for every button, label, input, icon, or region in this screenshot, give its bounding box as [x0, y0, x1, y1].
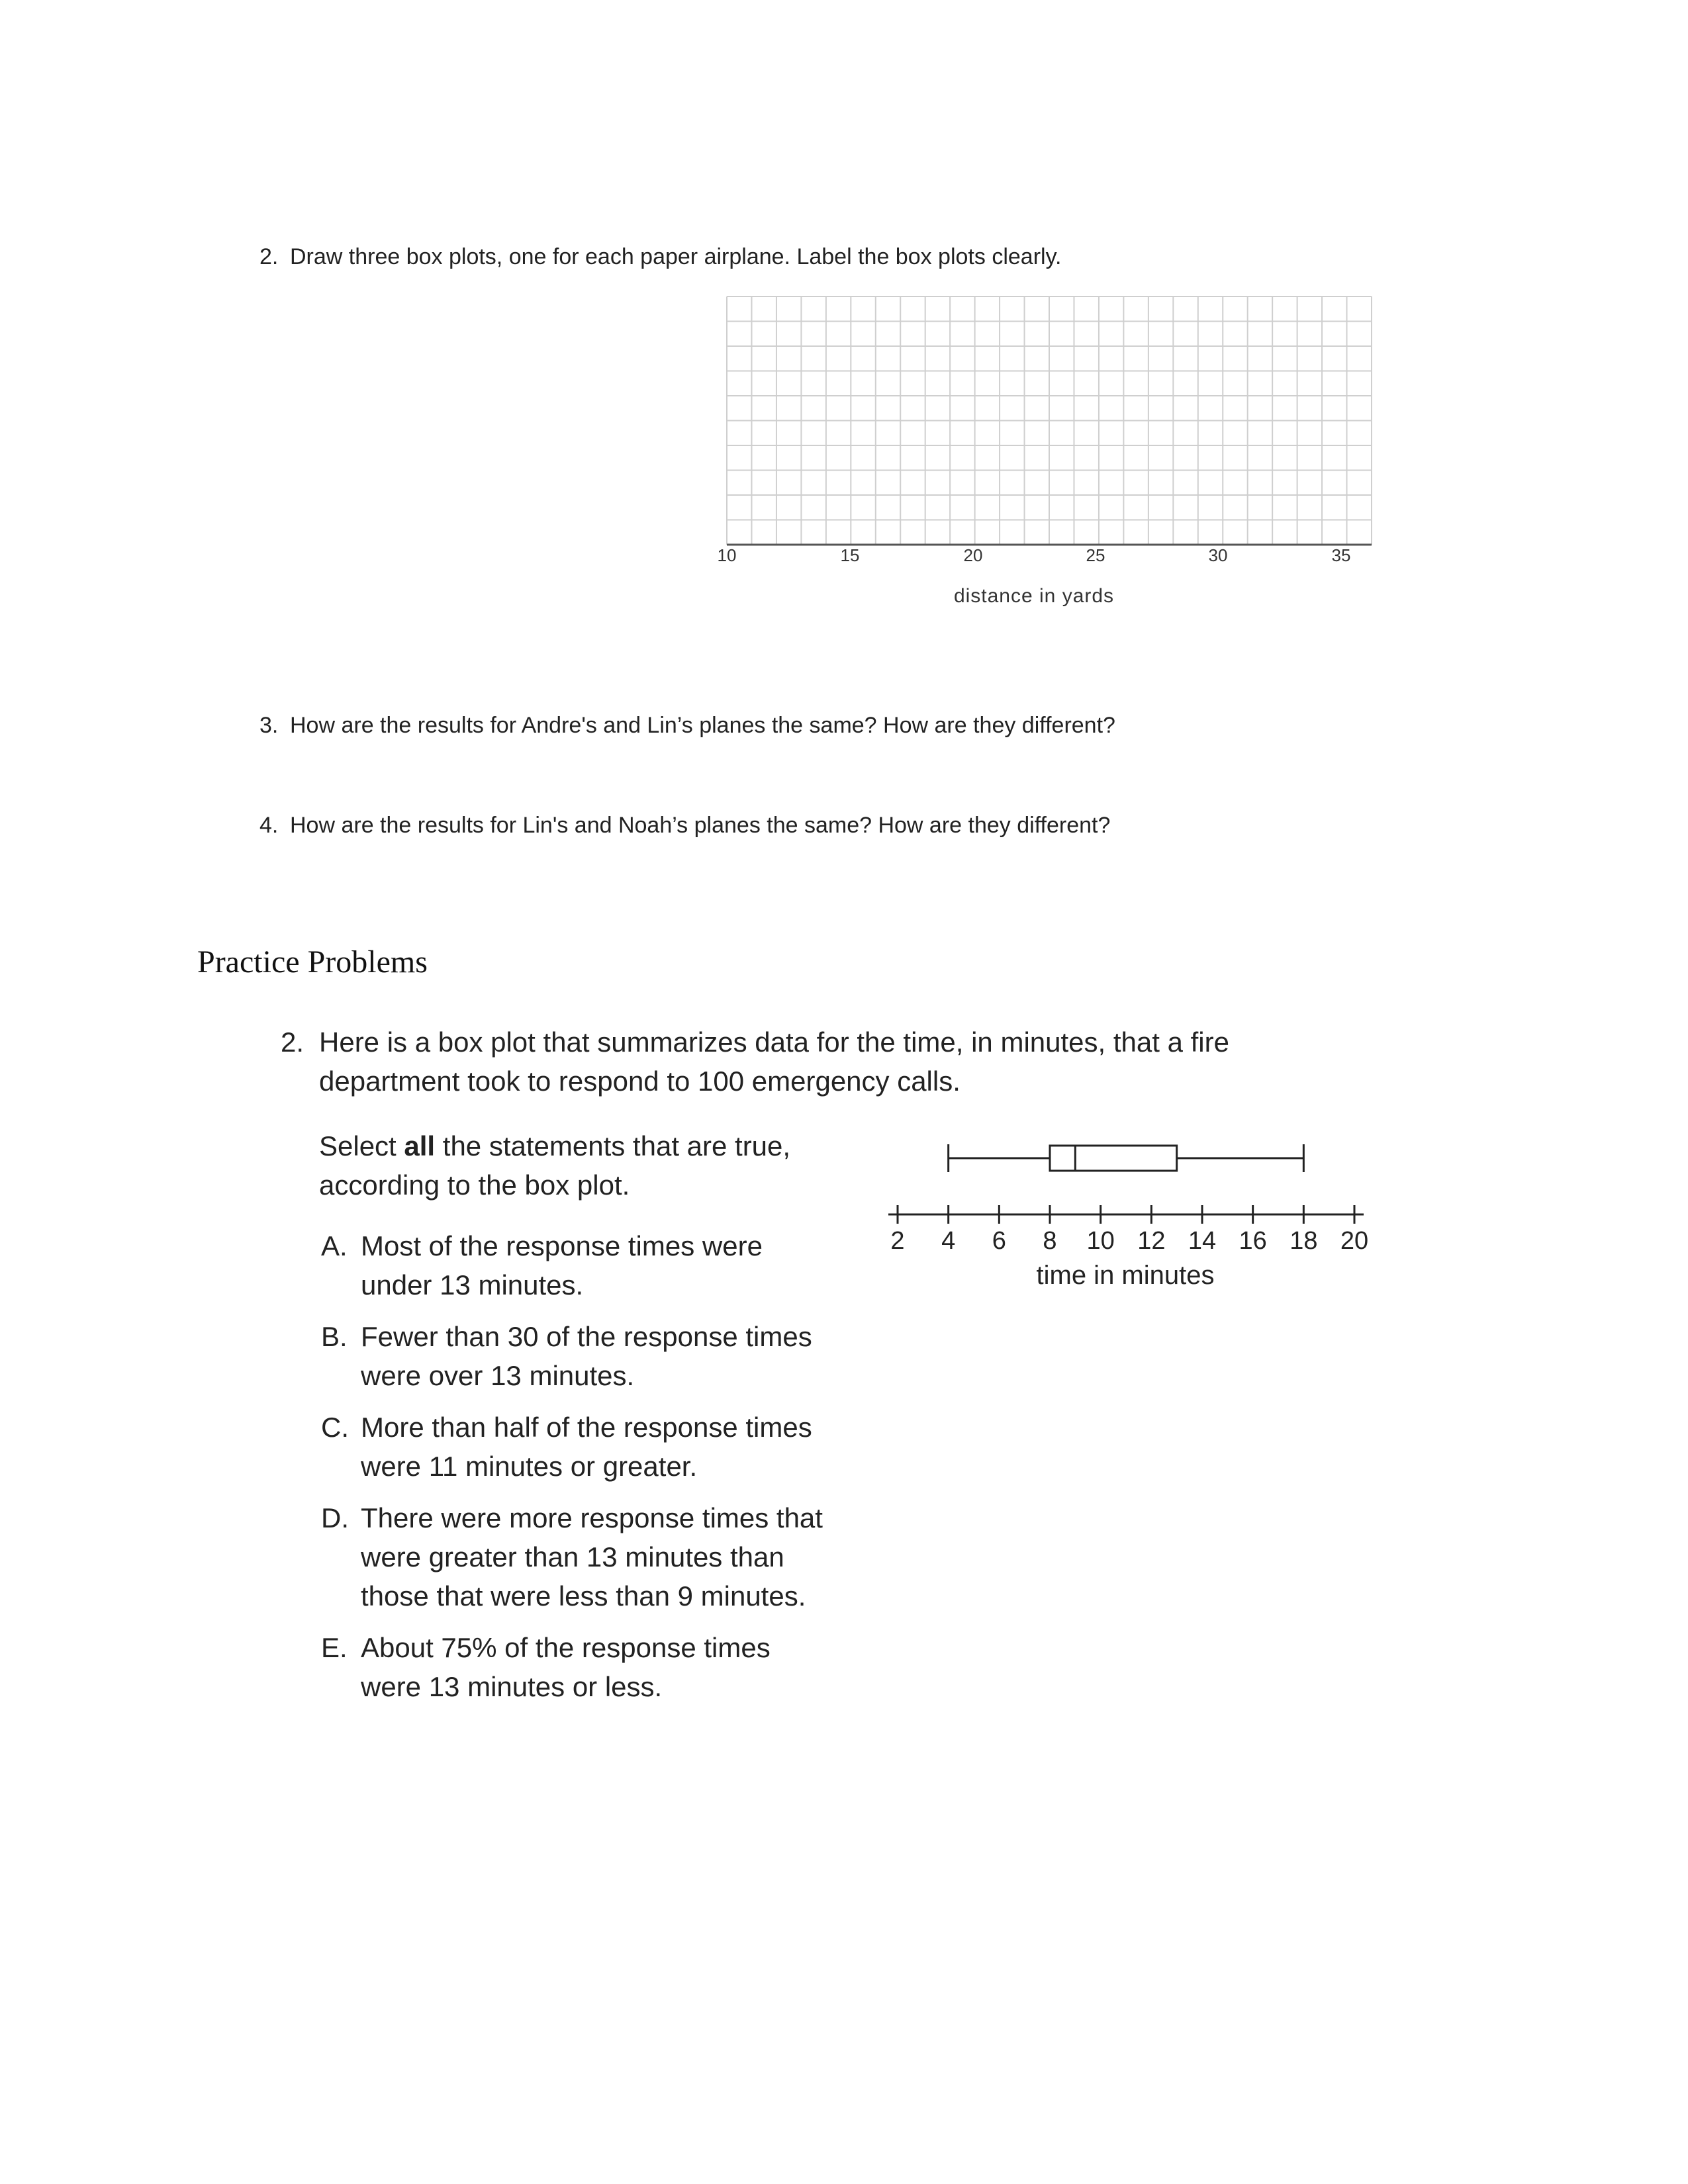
question-4-text: How are the results for Lin's and Noah’s planes the same? How are they different? — [290, 813, 1111, 838]
option-e-letter: E. — [321, 1632, 348, 1663]
response-time-box-plot — [880, 1125, 1383, 1297]
grid-tick-label-25: 25 — [1086, 545, 1105, 565]
grid-tick-label-35: 35 — [1331, 545, 1351, 565]
box-plot-tick-label-6: 6 — [992, 1227, 1006, 1255]
option-a-text: Most of the response times were under 13 minutes. — [361, 1230, 763, 1300]
select-instruction-bold: all — [404, 1130, 436, 1161]
grid-tick-label-10: 10 — [717, 545, 737, 565]
grid-tick-label-30: 30 — [1208, 545, 1228, 565]
box-plot-tick-label-16: 16 — [1239, 1227, 1267, 1255]
question-2-text: Draw three box plots, one for each paper airplane. Label the box plots clearly. — [290, 244, 1062, 269]
grid-chart[interactable] — [715, 291, 1377, 615]
question-4-number: 4. — [259, 813, 279, 838]
box-plot-tick-label-10: 10 — [1086, 1227, 1115, 1255]
question-2 — [259, 242, 1062, 271]
box-plot-tick-label-18: 18 — [1289, 1227, 1318, 1255]
option-b-letter: B. — [321, 1321, 348, 1352]
box-plot-tick-label-20: 20 — [1340, 1227, 1369, 1255]
option-d-letter: D. — [321, 1502, 349, 1533]
box-plot-tick-labels — [890, 1227, 1368, 1255]
practice-problem-text: Here is a box plot that summarizes data for the time, in minutes, that a fire department took to respond to 100 emergency calls. — [319, 1026, 1229, 1097]
box-plot-tick-label-4: 4 — [941, 1227, 956, 1255]
option-e-text: About 75% of the response times were 13 minutes or less. — [361, 1632, 771, 1702]
practice-problem-number: 2. — [281, 1026, 305, 1058]
question-3-number: 3. — [259, 713, 279, 738]
practice-problems-title: Practice Problems — [197, 944, 428, 979]
option-b-text: Fewer than 30 of the response times were over 13 minutes. — [361, 1321, 812, 1391]
option-d-text: There were more response times that were greater than 13 minutes than those that were less than 9 minutes. — [361, 1502, 823, 1612]
option-d[interactable] — [321, 1498, 824, 1615]
option-a[interactable] — [321, 1226, 784, 1304]
option-e[interactable] — [321, 1628, 837, 1706]
grid-axis-label: distance in yards — [953, 585, 1115, 607]
question-4 — [259, 811, 1110, 840]
question-2-number: 2. — [259, 244, 279, 269]
grid-lines — [727, 296, 1372, 545]
option-a-letter: A. — [321, 1230, 348, 1261]
grid-tick-label-15: 15 — [840, 545, 860, 565]
question-3 — [259, 711, 1115, 740]
grid-tick-label-20: 20 — [963, 545, 983, 565]
option-b[interactable] — [321, 1317, 818, 1395]
select-instruction-post: the statements that are true, according to the box plot. — [319, 1130, 791, 1201]
box-plot-iqr-box — [1050, 1146, 1177, 1171]
option-c-letter: C. — [321, 1412, 349, 1443]
box-plot-tick-label-12: 12 — [1137, 1227, 1166, 1255]
box-plot-box — [949, 1144, 1304, 1172]
box-plot-axis — [888, 1205, 1364, 1224]
select-instruction-pre: Select — [319, 1130, 404, 1161]
option-c-text: More than half of the response times were 11 minutes or greater. — [361, 1412, 812, 1482]
box-plot-tick-label-2: 2 — [890, 1227, 905, 1255]
select-instruction — [319, 1126, 796, 1205]
option-c[interactable] — [321, 1408, 824, 1486]
practice-problem-prompt — [281, 1023, 1378, 1097]
question-3-text: How are the results for Andre's and Lin’s planes the same? How are they different? — [290, 713, 1115, 738]
box-plot-tick-label-14: 14 — [1188, 1227, 1217, 1255]
box-plot-axis-label: time in minutes — [1036, 1261, 1215, 1290]
box-plot-tick-label-8: 8 — [1043, 1227, 1057, 1255]
